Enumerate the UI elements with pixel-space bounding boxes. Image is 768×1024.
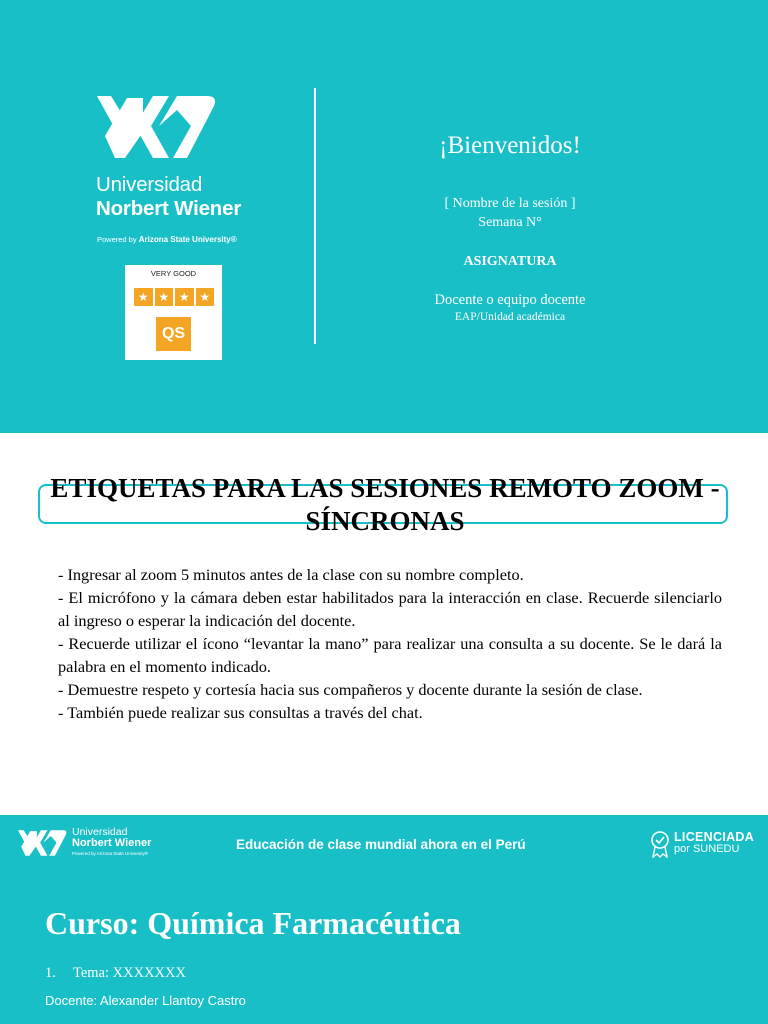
rule-item: - Recuerde utilizar el ícono “levantar la mano” para realizar una consulta a su docente. Se le dará la palabra en el momento indicado. [58, 634, 722, 676]
rule-item: - Ingresar al zoom 5 minutos antes de la clase con su nombre completo. [58, 565, 524, 584]
week-number: Semana N° [478, 215, 542, 230]
star-icon: ★ [196, 288, 215, 306]
rules-list [58, 563, 722, 724]
rules-title: ETIQUETAS PARA LAS SESIONES REMOTO ZOOM -SÍNCRONAS [50, 473, 720, 536]
rule-item: - También puede realizar sus consultas a través del chat. [58, 703, 423, 722]
footer-powered-by: Powered by Arizona State University® [72, 851, 149, 856]
licensed-badge: LICENCIADA por SUNEDU [674, 830, 755, 855]
sunedu-seal-icon [650, 830, 670, 858]
teacher-name: Docente: Alexander Llantoy Castro [45, 993, 246, 1008]
footer-tagline: Educación de clase mundial ahora en el Perú [236, 837, 526, 852]
university-logo-icon [97, 96, 219, 158]
powered-by: Powered by Arizona State University® [97, 235, 237, 244]
vertical-divider [314, 88, 316, 344]
teacher-label: Docente o equipo docente [434, 292, 586, 308]
footer-university-name: Universidad Norbert Wiener [72, 826, 152, 849]
course-title: Curso: Química Farmacéutica [45, 905, 461, 941]
qs-rating-label: VERY GOOD [150, 269, 197, 278]
rule-item: - Demuestre respeto y cortesía hacia sus compañeros y docente durante la sesión de clase. [58, 680, 643, 699]
qs-logo: QS [156, 317, 191, 351]
subject-name: ASIGNATURA [463, 254, 557, 269]
qs-rating-badge [125, 265, 222, 360]
star-icon: ★ [175, 288, 194, 306]
university-name: Universidad Norbert Wiener [96, 173, 242, 220]
session-name: [ Nombre de la sesión ] [444, 196, 576, 211]
welcome-heading: ¡Bienvenidos! [439, 132, 581, 159]
rule-item: - El micrófono y la cámara deben estar habilitados para la interacción en clase. Recuerde silenciarlo al ingreso o esperar la indicación del docente. [58, 588, 722, 630]
star-icon: ★ [134, 288, 153, 306]
topic-line: 1. Tema: XXXXXXX [45, 965, 186, 981]
star-icon: ★ [155, 288, 174, 306]
footer-university-logo-icon [18, 829, 68, 857]
academic-unit: EAP/Unidad académica [454, 311, 566, 323]
qs-stars [134, 288, 214, 306]
